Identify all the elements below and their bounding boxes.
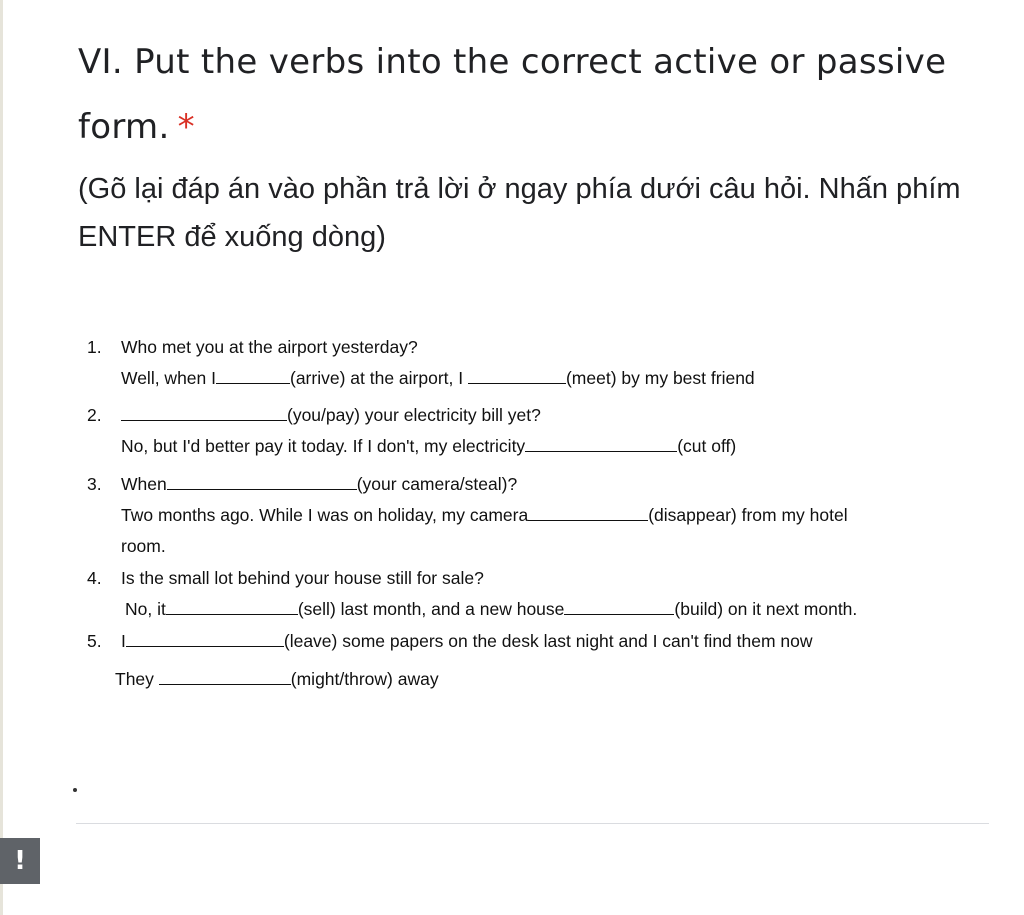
- text-segment: Is the small lot behind your house still for sale?: [121, 568, 484, 588]
- blank-line: [528, 504, 648, 521]
- text-segment: Well, when I: [121, 368, 216, 388]
- blank-line: [216, 367, 290, 384]
- text-segment: No, but I'd better pay it today. If I don't, my electricity: [121, 436, 526, 456]
- required-asterisk: *: [177, 107, 195, 147]
- text-segment: I: [121, 631, 126, 651]
- alert-icon[interactable]: !: [0, 838, 40, 884]
- item-1-question: [121, 336, 418, 358]
- text-segment: They: [115, 669, 159, 689]
- blank-line: [159, 668, 291, 685]
- text-segment: (cut off): [677, 436, 737, 456]
- blank-line: [126, 630, 284, 647]
- cursor-dot: [73, 788, 77, 792]
- question-title-block: [78, 30, 978, 160]
- item-1-question-text: Who met you at the airport yesterday?: [121, 337, 418, 357]
- text-segment: (build) on it next month.: [674, 599, 858, 619]
- item-4-answer: [125, 598, 857, 620]
- item-number: 3.: [87, 474, 102, 494]
- item-number: 4.: [87, 568, 102, 588]
- text-segment: (arrive) at the airport, I: [290, 368, 468, 388]
- text-segment: (your camera/steal)?: [356, 474, 518, 494]
- blank-line: [166, 598, 298, 615]
- text-segment: (might/throw) away: [290, 669, 439, 689]
- item-3-answer: [121, 504, 848, 526]
- text-segment: No, it: [125, 599, 166, 619]
- answer-input-underline[interactable]: [76, 823, 989, 824]
- item-4-question: [121, 567, 484, 589]
- text-segment: (disappear) from my hotel: [648, 505, 848, 525]
- blank-line: [121, 404, 287, 421]
- question-instructions: (Gõ lại đáp án vào phần trả lời ở ngay phía dưới câu hỏi. Nhấn phím ENTER để xuống dòng): [78, 173, 961, 253]
- item-2-answer: [121, 435, 736, 457]
- blank-line: [167, 473, 357, 490]
- item-3-answer-cont: [121, 535, 166, 557]
- text-segment: (meet) by my best friend: [565, 368, 755, 388]
- item-5-question: [121, 630, 813, 652]
- item-3-question: [121, 473, 517, 495]
- item-5-answer: [115, 668, 439, 690]
- item-1-answer: [121, 367, 755, 389]
- question-title: VI. Put the verbs into the correct active or passive form.: [78, 42, 947, 147]
- text-segment: (leave) some papers on the desk last night and I can't find them now: [283, 631, 813, 651]
- item-number: 1.: [87, 337, 102, 357]
- text-segment: Two months ago. While I was on holiday, my camera: [121, 505, 529, 525]
- text-segment: room.: [121, 536, 166, 556]
- text-segment: (sell) last month, and a new house: [297, 599, 565, 619]
- item-number: 5.: [87, 631, 102, 651]
- text-segment: (you/pay) your electricity bill yet?: [287, 405, 541, 425]
- exercise-image: [73, 328, 1003, 708]
- item-2-question: [121, 404, 541, 426]
- text-segment: When: [121, 474, 167, 494]
- item-number: 2.: [87, 405, 102, 425]
- blank-line: [564, 598, 674, 615]
- blank-line: [525, 435, 677, 452]
- blank-line: [468, 367, 566, 384]
